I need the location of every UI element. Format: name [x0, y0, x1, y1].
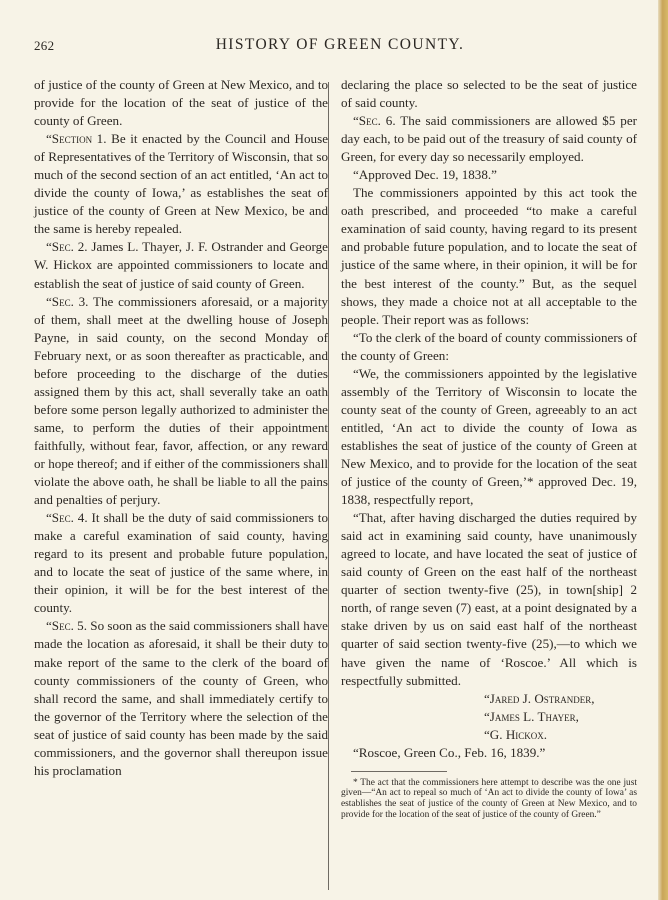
- approval-line: “Approved Dec. 19, 1838.”: [353, 167, 497, 183]
- section-label: “Sec. 4.: [46, 510, 88, 526]
- footnote-rule: [351, 771, 447, 772]
- section-label: “Sec. 6.: [353, 113, 396, 129]
- running-title: HISTORY OF GREEN COUNTY.: [215, 36, 465, 53]
- section-4-paragraph: [34, 509, 328, 617]
- paragraph: of justice of the county of Green at New Mexico, and to provide for the location of the seat of justice of the county of Green.: [34, 77, 328, 129]
- page-header: [34, 38, 646, 58]
- section-1-paragraph: [34, 130, 328, 238]
- paragraph: “We, the commissioners appointed by the legislative assembly of the Territory of Wisconsin to locate the county seat of the county of Green, agreeably to an act entitled, ‘An act to divide the county of Iowa as establishes the seat of justice of the county of Green at New Mexico, and to provide for the location of the seat of justice of the county of Green,’* approved Dec. 19, 1838, respectfully report,: [341, 365, 637, 508]
- section-label: “Sec. 2.: [46, 239, 88, 255]
- signature-hickox: “G. Hickox.: [484, 726, 548, 742]
- paragraph: declaring the place so selected to be the seat of justice of said county.: [341, 77, 637, 111]
- column-divider: [328, 82, 329, 890]
- paragraph: “That, after having discharged the duties required by said act in examining said county, have unanimously agreed to locate, and have located the seat of justice of said county of Green on the east half of the northeast quarter of section twenty-five (25), in town[ship] 2 north, of range seven (7) east, at a point designated by a stake driven by us on said east half of the northeast quarter of said section twenty-five (25),—to which we have given the name of ‘Roscoe.’ All which is respectfully submitted.: [341, 510, 637, 688]
- section-text: James L. Thayer, J. F. Ostrander and George W. Hickox are appointed commissioners to locate and establish the seat of justice of said county of Green.: [34, 239, 328, 291]
- section-label: “Sec. 3.: [46, 293, 89, 309]
- right-column: [341, 76, 637, 820]
- signature-thayer: “James L. Thayer,: [484, 708, 579, 724]
- report-salutation: “To the clerk of the board of county commissioners of the county of Green:: [341, 329, 637, 363]
- section-text: So soon as the said commissioners shall have made the location as aforesaid, it shall be their duty to make report of the same to the clerk of the board of county commissioners of the county of Green, who shall record the same, and shall immediately certify to the governor of the Territory where the selection of the seat of justice of said county has been made by the said commissioners, and the governor shall thereupon issue his proclamation: [34, 618, 328, 778]
- section-2-paragraph: [34, 238, 328, 292]
- section-5-paragraph: [34, 617, 328, 779]
- section-label: “Sec. 5.: [46, 618, 87, 634]
- footnote: * The act that the commissioners here attempt to describe was the one just given—“An act to repeal so much of ‘An act to divide the county of Iowa’ as establishes the seat of justice of the county of Green at New Mexico, and to provide for the location of the seat of justice of the county of Green.”: [341, 777, 637, 820]
- section-6-paragraph: [341, 112, 637, 166]
- signature-ostrander: “Jared J. Ostrander,: [484, 690, 595, 706]
- section-text: The commissioners aforesaid, or a majority of them, shall meet at the dwelling house of Joseph Payne, in said county, on the second Monday of February next, or as soon thereafter as practicable, and before proceeding to the discharge of the duties assigned them by this act, shall severally take an oath before some person legally authorized to administer the same, to perform the duties of their appointment faithfully, without fear, favor, affection, or any reward or hope thereof; and if either of the commissioners shall violate the above oath, he shall be liable to all the pains and penalties of perjury.: [34, 293, 329, 508]
- left-column: [34, 76, 328, 780]
- section-3-paragraph: [34, 293, 328, 510]
- page-edge: [658, 0, 668, 900]
- section-text: Be it enacted by the Council and House of Representatives of the Territory of Wisconsin, that so much of the second section of an act entitled, ‘An act to divide the county of Iowa,’ as establishes the seat of justice of the county of Green at New Mexico, be and the same is hereby repealed.: [34, 131, 328, 237]
- section-text: It shall be the duty of said commissioners to make a careful examination of said county, having regard to its present and probable future population, and to locate the seat of justice of the same where, in their opinion, it will be for the best interest of the county.: [34, 510, 328, 616]
- date-line: “Roscoe, Green Co., Feb. 16, 1839.”: [353, 744, 546, 760]
- section-text: The said commissioners are allowed $5 per day each, to be paid out of the treasury of said county of Green, for every day so necessarily employed.: [341, 113, 637, 165]
- page-number: 262: [34, 38, 55, 53]
- section-label: “Section 1.: [46, 131, 107, 147]
- paragraph: The commissioners appointed by this act took the oath prescribed, and proceeded “to make a careful examination of said county, having regard to its present and probable future population, and to locate the seat of justice of the same where, in their opinion, it will be for the best interest of the county.” But, as the sequel shows, they made a choice not at all acceptable to the people. Their report was as follows:: [341, 185, 637, 327]
